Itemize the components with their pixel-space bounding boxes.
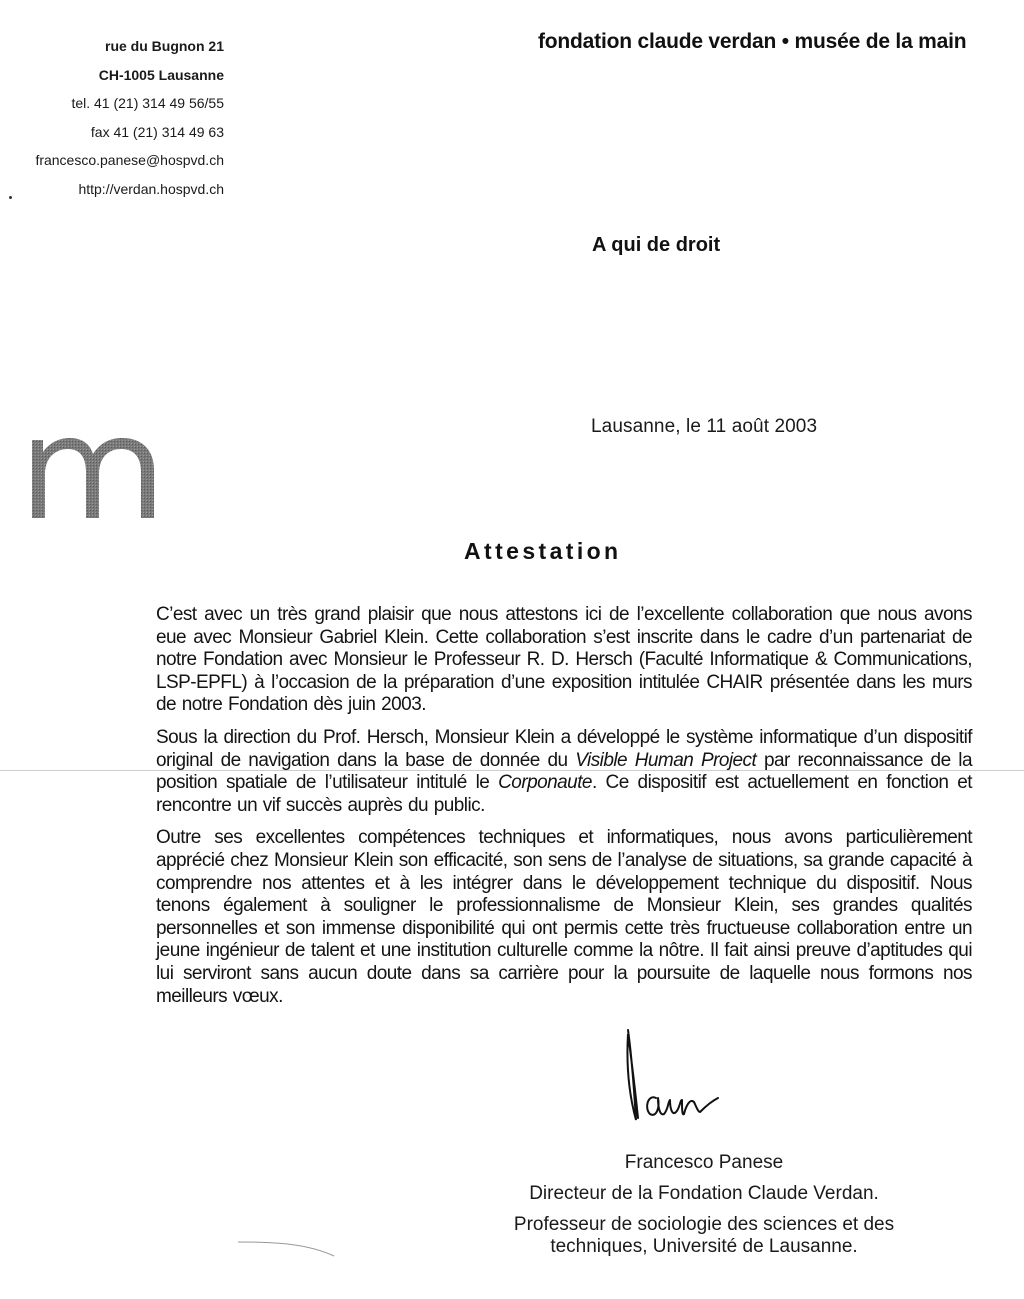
signer-professorship: Professeur de sociologie des sciences et des techniques, Université de Lausanne. — [513, 1214, 895, 1257]
paragraph-2-part-b: par reconnaissance de la position spatiale de l’utilisateur intitulé le — [156, 749, 972, 794]
paragraph-3: Outre ses excellentes compétences techniques et informatiques, nous avons particulièrement apprécié chez Monsieur Klein son efficacité, son sens de l’analyse de situations, sa grande capacité à comprendre nos attentes et à les intégrer dans le développement technique du dispositif. Nous tenons également à souligner le professionnalisme de Monsieur Klein, ses grandes qualités personnelles et son immense disponibilité qui ont permis cette très fructueuse collaboration entre un jeune ingénieur de talent et une institution culturelle comme la nôtre. Il fait ainsi preuve d’aptitudes qui lui serviront sans aucun doute dans sa carrière pour la poursuite de laquelle nous formons nos meilleurs vœux. — [156, 827, 972, 1007]
museum-logo-m — [30, 438, 156, 518]
stray-pen-mark — [238, 1240, 338, 1260]
scan-speck — [9, 196, 12, 199]
paragraph-2-part-c: . Ce dispositif est actuellement en fonction et rencontre un vif succès auprès du public. — [156, 772, 972, 816]
signer-name: Francesco Panese — [624, 1152, 784, 1173]
letter-body — [156, 604, 972, 1018]
address-fax: fax 41 (21) 314 49 63 — [90, 123, 224, 140]
handwritten-signature — [618, 1028, 728, 1124]
address-city: CH-1005 Lausanne — [98, 66, 224, 83]
address-phone: tel. 41 (21) 314 49 56/55 — [71, 95, 224, 111]
paragraph-1: C’est avec un très grand plaisir que nous attestons ici de l’excellente collaboration que nous avons eue avec Monsieur Gabriel Klein. Cette collaboration s’est inscrite dans le cadre d’un partenariat de notre Fondation avec Monsieur le Professeur R. D. Hersch (Faculté Informatique & Communications, LSP-EPFL) à l’occasion de la préparation d’une exposition intitulée CHAIR présentée dans les murs de notre Fondation dès juin 2003. — [156, 604, 972, 716]
device-name: Corponaute — [498, 772, 592, 794]
salutation: A qui de droit — [592, 234, 721, 256]
document-title: Attestation — [464, 538, 622, 564]
address-website: http://verdan.hospvd.ch — [78, 180, 224, 197]
address-street: rue du Bugnon 21 — [105, 38, 224, 54]
letter-date: Lausanne, le 11 août 2003 — [591, 416, 818, 437]
foundation-brand: fondation claude verdan • musée de la main — [538, 30, 967, 53]
address-email: francesco.panese@hospvd.ch — [35, 152, 224, 168]
project-name: Visible Human Project — [575, 749, 757, 771]
paragraph-2 — [156, 727, 972, 817]
signer-role: Directeur de la Fondation Claude Verdan. — [529, 1183, 879, 1204]
sender-address — [35, 32, 224, 203]
paragraph-2-part-a: Sous la direction du Prof. Hersch, Monsieur Klein a développé le système informatique d’un dispositif original de navigation dans la base de donnée du — [156, 726, 972, 771]
